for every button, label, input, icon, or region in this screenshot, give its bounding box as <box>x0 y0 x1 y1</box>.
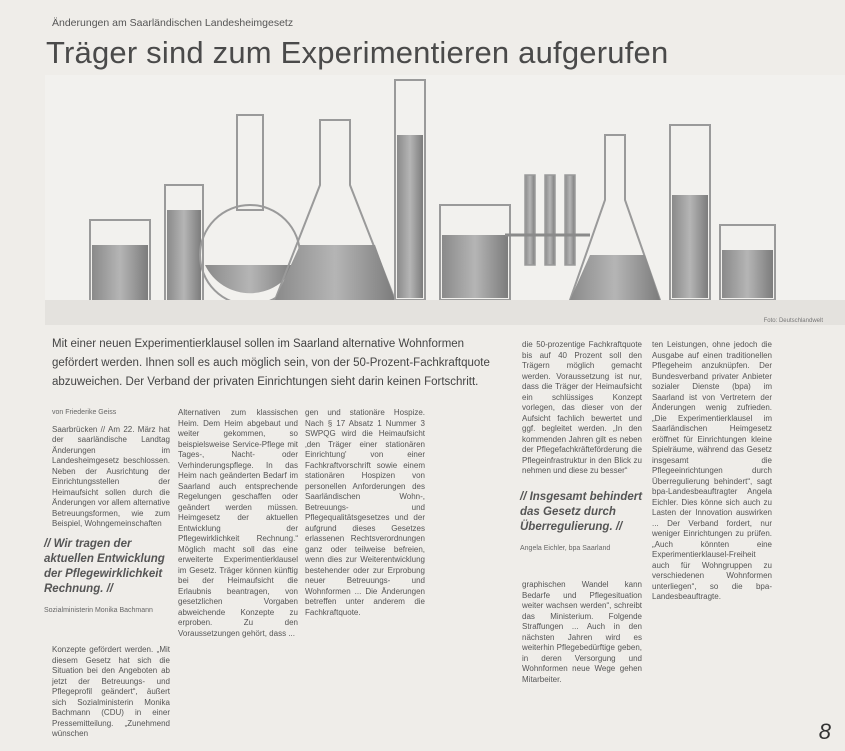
article-column-4: die 50-prozentige Fachkraftquote bis auf 40 Prozent soll den Trägern möglich gemacht werden. Voraussetzung ist nur, dass die Träger der Heimaufsicht ein schlüssiges Konzept vorlegen, das dieser von der Aufsicht fachlich bewertet und ggf. begleitet werden. „In den kommenden Jahren gilt es neben der Pflegefachkräfteförderung die Pflegeinfrastruktur in den Blick zu nehmen und diese zu besser“ <box>522 340 642 475</box>
pull-quote-1-text: // Wir tragen der aktuellen Entwicklung der Pflegewirklichkeit Rechnung. // <box>44 538 165 595</box>
photo-credit: Foto: Deutschlandwelt <box>763 318 823 324</box>
column-4-bottom: graphischen Wandel kann Bedarfe und Pflegesituation weiter wachsen werden“, schreibt das Ministerium. Folgende Straffungen ... Auch in den nächsten Jahren wird es weiterhin Pflegebedürftige geben, in deren Versorgung und Wohnformen neue Wege gehen Mitarbeiter. <box>522 580 642 684</box>
article-column-2: Alternativen zum klassischen Heim. Dem Heim abgebaut und weiter gekommen, so beispielsweise Service-Pflege mit Tages-, Nacht- oder Verhinderungspflege. In das Heim nach geänderten Bedarf im Saarland auch entsprechende Regelungen geschaffen oder geändert werden müssen. Heimgesetz der aktuellen Entwicklung der Pflegewirklichkeit Rechnung.“ Möglich macht soll das eine erweiterte Experimentierklausel im Gesetz. Träger können künftig bei der Heimaufsicht die Erlaubnis beantragen, von gesetzlichen Vorgaben abweichende Konzepte zu erproben. Zu den Voraussetzungen gehört, dass ... <box>178 408 298 638</box>
pull-quote-2 <box>520 490 645 556</box>
pull-quote-1 <box>44 537 174 618</box>
kicker: Änderungen am Saarländischen Landesheimgesetz <box>52 17 294 29</box>
pull-quote-1-source: Sozialministerin Monika Bachmann <box>44 607 153 614</box>
pull-quote-2-source: Angela Eichler, bpa Saarland <box>520 545 611 552</box>
column-1-bottom: Konzepte gefördert werden. „Mit diesem Gesetz hat sich die Situation bei den Angeboten ab jetzt der Betreuungs- und Pflegeprofil geändert“, äußert sich Sozialministerin Monika Bachmann (CDU) in einer Pressemitteilung. „Zunehmend wünschen <box>52 645 170 738</box>
pull-quote-2-text: // Insgesamt behindert das Gesetz durch Überregulierung. // <box>520 491 643 533</box>
article-column-3: gen und stationäre Hospize. Nach § 17 Absatz 1 Nummer 3 SWPQG wird die Heimaufsicht ‚den Träger einer stationären Einrichtung' von einer Fachkraftvorschrift sowie einem stationären Hospizen von personellen Anforderungen des Saarländischen Wohn-, Betreuungs- und Pflegequalitätsgesetzes und der aufgrund dieses Gesetzes erlassenen Rechtsverordnungen ganz oder teilweise befreien, wenn dies zur Weiterentwicklung bestehender oder zur Erprobung neuer Betreuungs- und Wohnformen ... Die Änderungen betreffen unter anderem die Fachkraftquote. <box>305 408 425 617</box>
article-column-1 <box>52 408 170 530</box>
lead-paragraph: Mit einer neuen Experimentierklausel sollen im Saarland alternative Wohnformen gefördert werden. Ihnen soll es auch möglich sein, von der 50-Prozent-Fachkraftquote abzuweichen. Der Verband der privaten Einrichtungen sieht darin keinen Fortschritt. <box>52 338 490 388</box>
article-column-5: ten Leistungen, ohne jedoch die Ausgabe auf einen traditionellen Pflegeheim anzuknüpfen. Der Bundesverband privater Anbieter sozialer Dienste (bpa) im Saarland ist von Vertretern der Änderungen wenig zufrieden. „Die Experimentierklausel im Saarländischen Heimgesetz eröffnet für Einrichtungen kleine Spielräume, während das Gesetz insgesamt die Pflegeeinrichtungen durch Überregulierung behindert“, sagt bpa-Landesbeauftragter Angela Eichler. Dies könne sich auch zu Lasten der Innovation auswirken ... Der Verband fordert, nur weniger Einrichtungen zu prüfen. „Auch könnten eine Experimentierklausel-Freiheit auch für Wohngruppen zu verschiedenen Wohnformen unterliegen“, so die bpa-Landesbeauftragte. <box>652 340 772 601</box>
headline: Träger sind zum Experimentieren aufgerufen <box>46 35 669 70</box>
page-number: 8 <box>818 719 831 744</box>
column-1-text: Saarbrücken // Am 22. März hat der saarländische Landtag Änderungen im Landesheimgesetz beschlossen. Neben der Ausrichtung der Einrichtungsstellen der Heimaufsicht sollen durch die Änderungen vor allem alternative Betreuungsformen, wie zum Beispiel, Wohngemeinschaften <box>52 424 170 528</box>
byline: von Friederike Geiss <box>52 409 117 416</box>
lab-glassware-illustration <box>45 75 845 325</box>
